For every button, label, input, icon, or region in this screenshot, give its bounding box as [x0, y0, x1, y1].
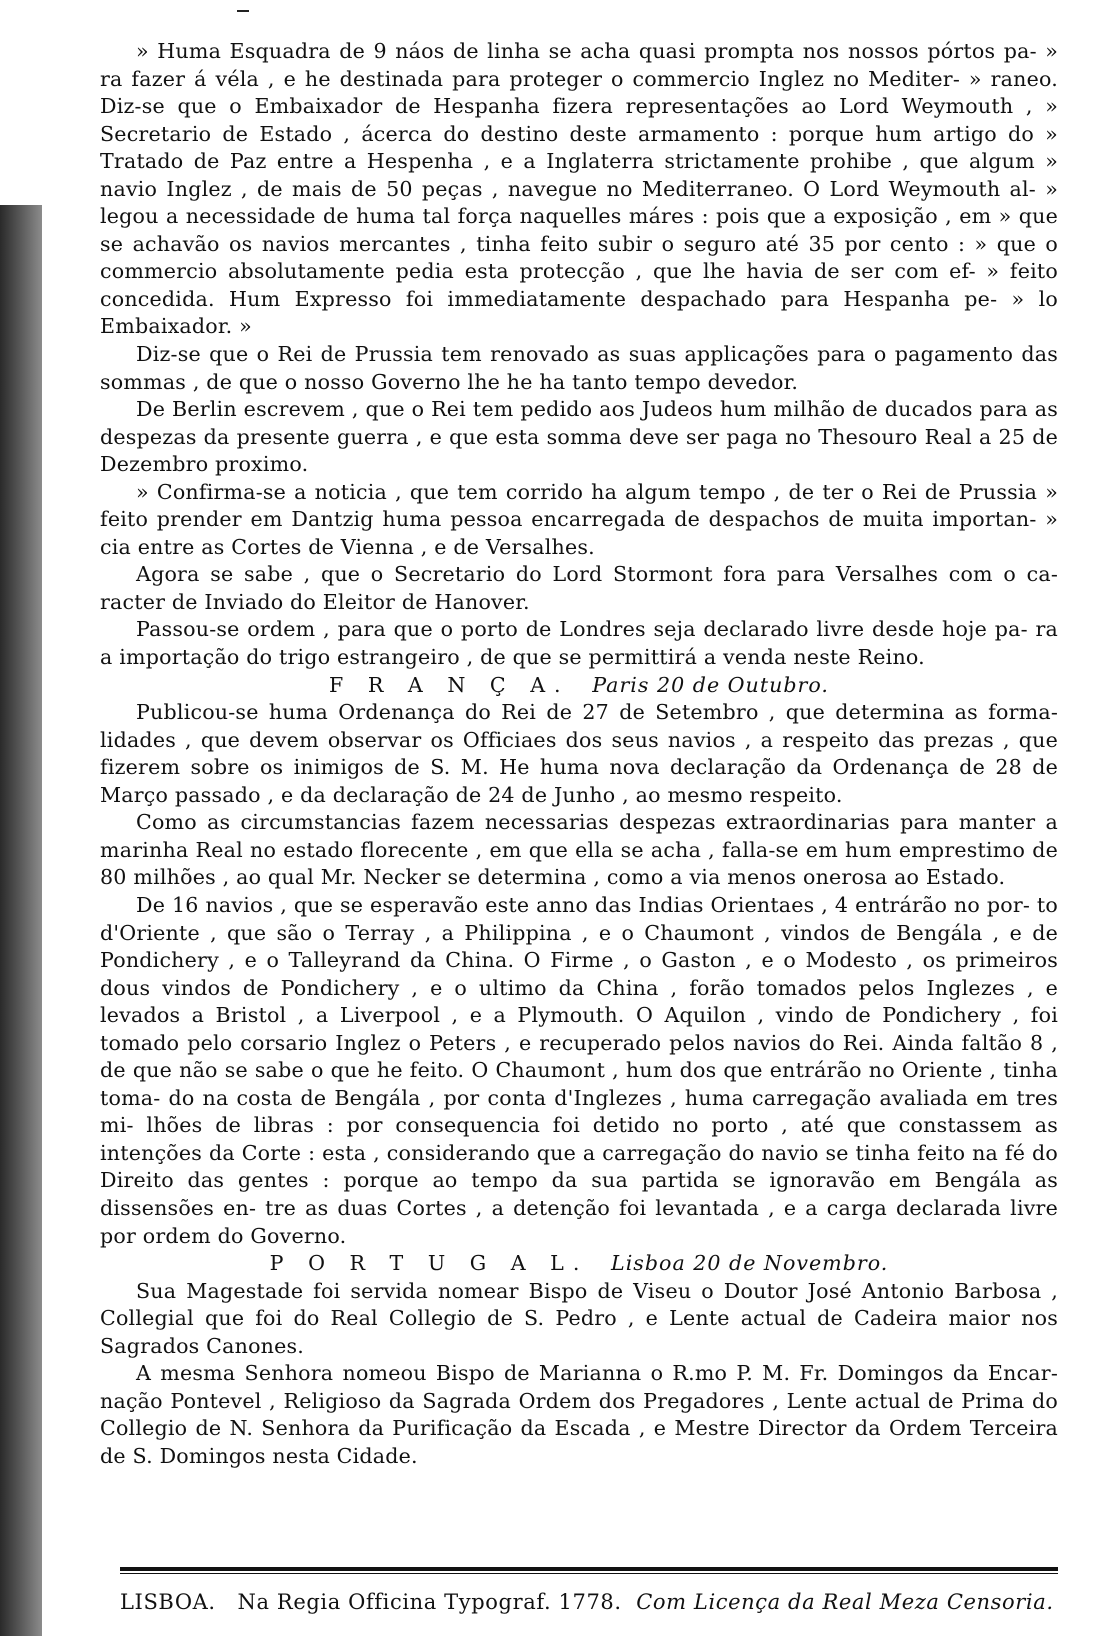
paragraph-bispo-marianna: A mesma Senhora nomeou Bispo de Marianna o R.mo P. M. Fr. Domingos da Encar- nação Pontevel , Religioso da Sagrada Ordem dos Pregadores , Lente actual de Prima do Collegio de N. Senhora da Purificação da Escada , e Mestre Director da Ordem Terceira de S. Domingos nesta Cidade. — [100, 1361, 1058, 1468]
paragraph-dantzig: » Confirma-se a noticia , que tem corrido ha algum tempo , de ter o Rei de Prussia » feito prender em Dantzig huma pessoa encarregada de despachos de muita importan- » cia entre as Cortes de Vienna , e de Versalhes. — [100, 479, 1058, 559]
paragraph-stormont: Agora se sabe , que o Secretario do Lord Stormont fora para Versalhes com o ca- racter de Inviado do Eleitor de Hanover. — [100, 562, 1058, 614]
rule-thin-line — [120, 1573, 1058, 1574]
top-mark — [237, 10, 249, 12]
paragraph-london-port: Passou-se ordem , para que o porto de Londres seja declarado livre desde hoje pa- ra a importação do trigo estrangeiro , de que se permittirá a venda neste Reino. — [100, 617, 1058, 670]
france-heading — [100, 672, 1058, 700]
imprint-office: Na Regia Officina Typograf. 1778. — [237, 1590, 622, 1614]
france-dateline: Paris 20 de Outubro. — [592, 672, 829, 697]
closing-rule — [120, 1567, 1058, 1574]
news-column — [100, 38, 1058, 1470]
scan-edge-shadow — [0, 205, 42, 1636]
france-country: F R A N Ç A. — [329, 672, 570, 697]
portugal-heading — [100, 1250, 1058, 1278]
paragraph-bispo-viseu: Sua Magestade foi servida nomear Bispo de Viseu o Doutor José Antonio Barbosa , Collegial que foi do Real Collegio de S. Pedro , e Lente actual de Cadeira maior nos Sagrados Canones. — [100, 1278, 1058, 1358]
rule-thick-line — [120, 1567, 1058, 1571]
paragraph-berlin: De Berlin escrevem , que o Rei tem pedido aos Judeos hum milhão de ducados para as despezas da presente guerra , e que esta somma deve ser paga no Thesouro Real a 25 de Dezembro proximo. — [100, 397, 1058, 477]
paragraph-ordenanca: Publicou-se huma Ordenança do Rei de 27 de Setembro , que determina as forma- lidades , que devem observar os Officiaes dos seus navios , a respeito das prezas , que fizerem sobre os inimigos de S. M. He huma nova declaração da Ordenança de 28 de Março passado , e da declaração de 24 de Junho , ao mesmo respeito. — [100, 700, 1058, 807]
paragraph-prussia-payment: Diz-se que o Rei de Prussia tem renovado as suas applicações para o pagamento das sommas , de que o nosso Governo lhe he ha tanto tempo devedor. — [100, 342, 1058, 394]
paragraph-emprestimo: Como as circumstancias fazem necessarias despezas extraordinarias para manter a marinha Real no estado florecente , em que ella se acha , falla-se em hum emprestimo de 80 milhões , ao qual Mr. Necker se determina , como a via menos onerosa ao Estado. — [100, 810, 1058, 890]
imprint-line — [120, 1590, 1060, 1614]
paragraph-navios-indias: De 16 navios , que se esperavão este anno das Indias Orientaes , 4 entrárão no por- to d'Oriente , que são o Terray , a Philippina , e o Chaumont , vindos de Bengála , e de Pondichery , e o Talleyrand da China. O Firme , o Gaston , e o Modesto , os primeiros dous vindos de Pondichery , e o ultimo da China , forão tomados pelos Inglezes , e levados a Bristol , a Liverpool , e a Plymouth. O Aquilon , vindo de Pondichery , foi tomado pelo corsario Inglez o Peters , e recuperado pelos navios do Rei. Ainda faltão 8 , de que não se sabe o que he feito. O Chaumont , hum dos que entrárão no Oriente , tinha toma- do na costa de Bengála , por conta d'Inglezes , huma carregação avaliada em tres mi- lhões de libras : por consequencia foi detido no porto , até que constassem as intenções da Corte : esta , considerando que a carregação do navio se tinha feito na fé do Direito das gentes : porque ao tempo da sua partida se ignoravão em Bengála as dissensões en- tre as duas Cortes , a detenção foi levantada , e a carga declarada livre por ordem do Governo. — [100, 892, 1058, 1248]
imprint-license: Com Licença da Real Meza Censoria. — [636, 1590, 1054, 1614]
imprint-city: LISBOA. — [120, 1590, 216, 1614]
portugal-country: P O R T U G A L. — [269, 1251, 589, 1276]
paragraph-squadron: » Huma Esquadra de 9 náos de linha se acha quasi prompta nos nossos pórtos pa- » ra fazer á véla , e he destinada para proteger o commercio Inglez no Mediter- » raneo. Diz-se que o Embaixador de Hespanha fizera representações ao Lord Weymouth , » Secretario de Estado , ácerca do destino deste armamento : porque hum artigo do » Tratado de Paz entre a Hespenha , e a Inglaterra strictamente prohibe , que algum » navio Inglez , de mais de 50 peças , navegue no Mediterraneo. O Lord Weymouth al- » legou a necessidade de huma tal força naquelles máres : pois que a exposição , em » que se achavão os navios mercantes , tinha feito subir o seguro até 35 por cento : » que o commercio absolutamente pedia esta protecção , que lhe havia de ser com ef- » feito concedida. Hum Expresso foi immediatamente despachado para Hespanha pe- » lo Embaixador. » — [100, 39, 1058, 339]
portugal-dateline: Lisboa 20 de Novembro. — [611, 1251, 889, 1276]
